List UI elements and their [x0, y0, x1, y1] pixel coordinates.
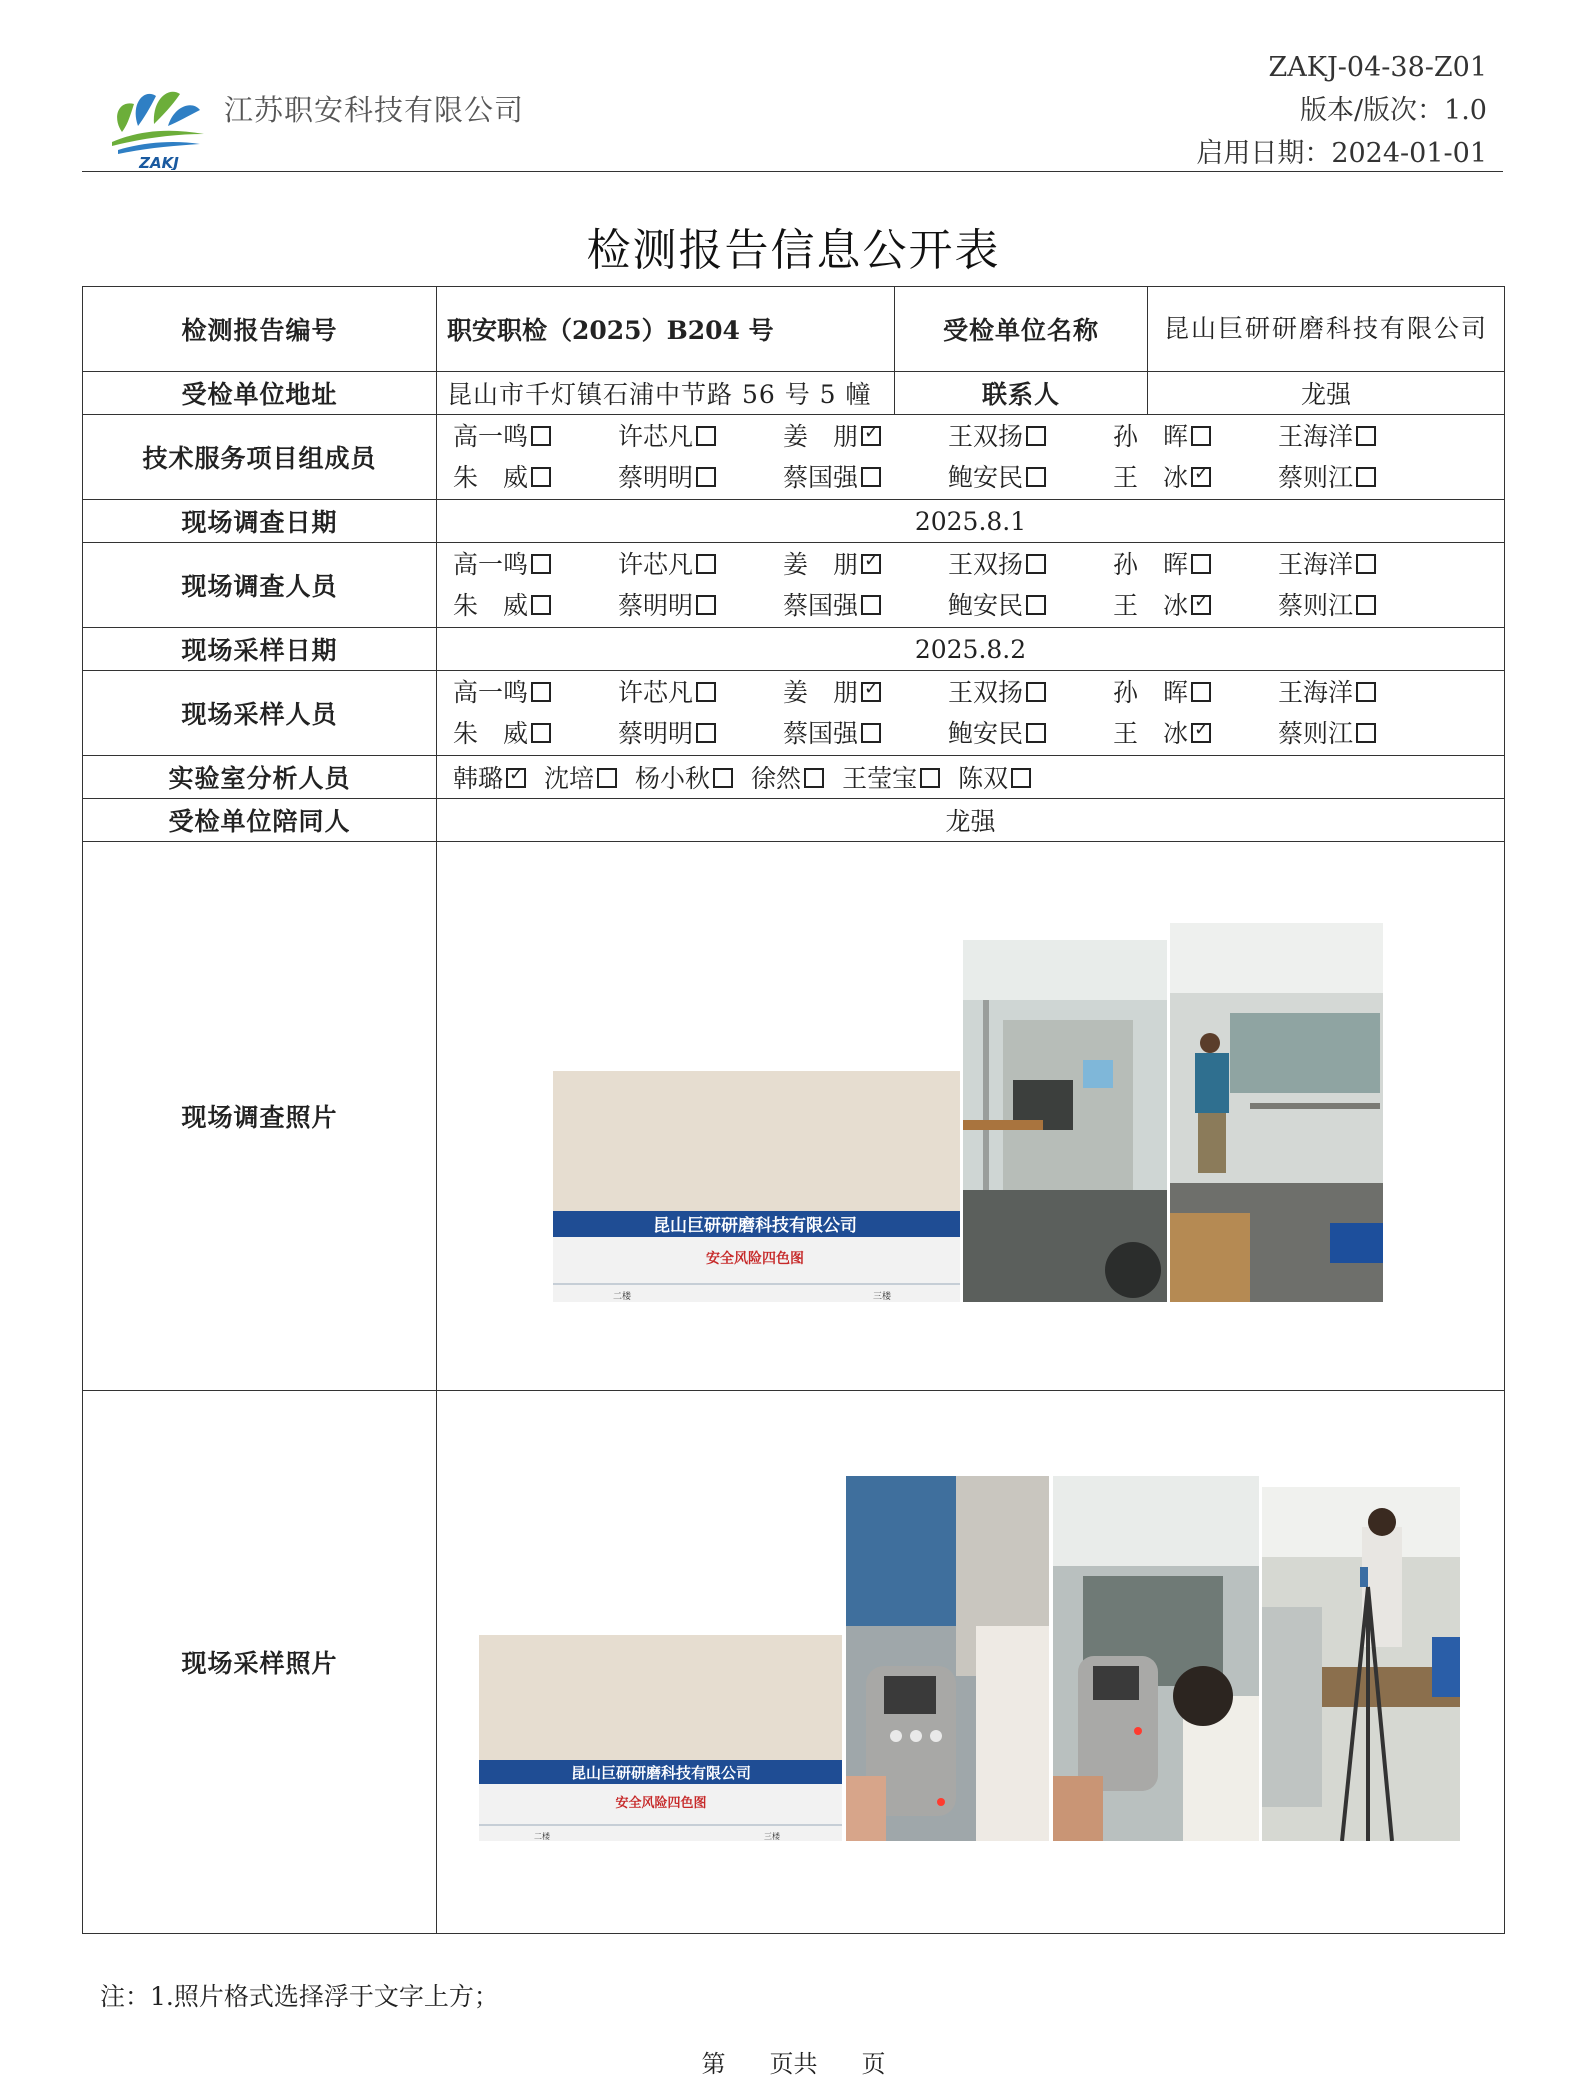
survey-staff-members [437, 543, 1505, 628]
header-divider [82, 171, 1503, 172]
doc-version: 版本/版次：1.0 [1299, 95, 1487, 126]
person-name: 高一鸣 [453, 550, 529, 579]
person-name: 许芯凡 [618, 678, 694, 707]
lab-person-item [842, 759, 940, 795]
person-item [1278, 544, 1443, 585]
team-label: 技术服务项目组成员 [83, 415, 437, 500]
person-name: 朱 威 [453, 591, 529, 620]
escort-label: 受检单位陪同人 [83, 799, 437, 842]
person-name: 孙 晖 [1113, 422, 1189, 451]
person-name: 鲍安民 [948, 591, 1024, 620]
person-name: 许芯凡 [618, 422, 694, 451]
lab-person-name: 徐然 [751, 764, 802, 793]
photo-survey-workers [1170, 923, 1383, 1302]
person-item [618, 457, 783, 498]
checkbox-empty-icon[interactable] [861, 595, 881, 615]
survey-date-label: 现场调查日期 [83, 500, 437, 543]
checkbox-checked-icon[interactable] [506, 768, 526, 788]
checkbox-empty-icon[interactable] [1191, 682, 1211, 702]
person-item [453, 585, 618, 626]
person-item [618, 544, 783, 585]
photo-sign-title: 安全风险四色图 [615, 1796, 707, 1811]
checkbox-empty-icon[interactable] [804, 768, 824, 788]
footer-page-middle: 页共 [769, 2050, 818, 2078]
checkbox-empty-icon[interactable] [1356, 554, 1376, 574]
checkbox-empty-icon[interactable] [861, 723, 881, 743]
person-item [948, 672, 1113, 713]
person-item [783, 544, 948, 585]
person-item [1113, 457, 1278, 498]
sample-staff-label: 现场采样人员 [83, 671, 437, 756]
team-members [437, 415, 1505, 500]
checkbox-empty-icon[interactable] [531, 682, 551, 702]
checkbox-empty-icon[interactable] [597, 768, 617, 788]
checkbox-empty-icon[interactable] [1356, 595, 1376, 615]
person-item [1113, 544, 1278, 585]
checkbox-empty-icon[interactable] [696, 595, 716, 615]
photo-sample-sign [479, 1635, 842, 1841]
sample-date-value: 2025.8.2 [437, 628, 1505, 671]
photo-survey-sign [553, 1071, 960, 1302]
people-row [447, 544, 1494, 585]
photo-sample-meter-1 [846, 1476, 1049, 1841]
person-name: 鲍安民 [948, 463, 1024, 492]
person-name: 蔡则江 [1278, 719, 1354, 748]
checkbox-empty-icon[interactable] [1011, 768, 1031, 788]
person-item [783, 457, 948, 498]
checkbox-empty-icon[interactable] [1026, 467, 1046, 487]
survey-date-value: 2025.8.1 [437, 500, 1505, 543]
person-item [618, 672, 783, 713]
person-name: 姜 朋 [783, 422, 859, 451]
address-value: 昆山市千灯镇石浦中节路 56 号 5 幢 [437, 372, 895, 415]
people-row [447, 457, 1494, 498]
checkbox-checked-icon[interactable] [1191, 467, 1211, 487]
person-name: 王 冰 [1113, 719, 1189, 748]
person-item [948, 585, 1113, 626]
photo-sign-company: 昆山巨研研磨科技有限公司 [570, 1764, 752, 1782]
person-name: 姜 朋 [783, 678, 859, 707]
photo-sign-floor-b: 三楼 [873, 1292, 892, 1302]
person-item [453, 416, 618, 457]
person-item [1113, 416, 1278, 457]
checkbox-empty-icon[interactable] [1026, 595, 1046, 615]
checkbox-checked-icon[interactable] [861, 426, 881, 446]
person-name: 鲍安民 [948, 719, 1024, 748]
person-name: 朱 威 [453, 463, 529, 492]
checkbox-empty-icon[interactable] [696, 682, 716, 702]
lab-person-name: 沈培 [544, 764, 595, 793]
person-name: 孙 晖 [1113, 678, 1189, 707]
photo-sign-floor-a: 二楼 [613, 1292, 632, 1302]
photo-sample-tripod [1262, 1487, 1460, 1841]
checkbox-checked-icon[interactable] [861, 682, 881, 702]
lab-person-name: 王莹宝 [842, 764, 918, 793]
checkbox-empty-icon[interactable] [696, 467, 716, 487]
report-no-label: 检测报告编号 [83, 287, 437, 372]
lab-staff-members [437, 756, 1505, 799]
person-name: 王 冰 [1113, 591, 1189, 620]
checkbox-empty-icon[interactable] [531, 554, 551, 574]
footnote: 注：1.照片格式选择浮于文字上方； [100, 1982, 499, 2011]
checkbox-empty-icon[interactable] [531, 467, 551, 487]
person-item [1278, 457, 1443, 498]
person-item [948, 416, 1113, 457]
person-name: 蔡则江 [1278, 463, 1354, 492]
checkbox-empty-icon[interactable] [1191, 554, 1211, 574]
lab-person-item [544, 759, 617, 795]
person-item [453, 544, 618, 585]
person-item [783, 416, 948, 457]
person-name: 王海洋 [1278, 550, 1354, 579]
checkbox-empty-icon[interactable] [1356, 467, 1376, 487]
checkbox-empty-icon[interactable] [531, 595, 551, 615]
checkbox-checked-icon[interactable] [1191, 723, 1211, 743]
checkbox-empty-icon[interactable] [531, 426, 551, 446]
person-item [1278, 713, 1443, 754]
checkbox-empty-icon[interactable] [920, 768, 940, 788]
people-row [447, 585, 1494, 626]
person-name: 蔡国强 [783, 719, 859, 748]
checkbox-empty-icon[interactable] [696, 554, 716, 574]
lab-person-name: 杨小秋 [635, 764, 711, 793]
escort-value: 龙强 [437, 799, 1505, 842]
lab-person-name: 陈双 [958, 764, 1009, 793]
person-item [783, 672, 948, 713]
person-name: 蔡明明 [618, 591, 694, 620]
person-item [948, 713, 1113, 754]
person-item [1278, 672, 1443, 713]
lab-staff-label: 实验室分析人员 [83, 756, 437, 799]
checkbox-empty-icon[interactable] [1191, 426, 1211, 446]
survey-photo-label: 现场调查照片 [83, 842, 437, 1391]
person-item [948, 544, 1113, 585]
checkbox-empty-icon[interactable] [1026, 682, 1046, 702]
lab-person-name: 韩璐 [453, 764, 504, 793]
sample-photo-label: 现场采样照片 [83, 1391, 437, 1934]
person-name: 蔡明明 [618, 719, 694, 748]
page-footer [0, 2044, 1587, 2079]
people-row [447, 713, 1494, 754]
person-name: 王双扬 [948, 550, 1024, 579]
person-item [948, 457, 1113, 498]
lab-person-item [635, 759, 733, 795]
checkbox-empty-icon[interactable] [713, 768, 733, 788]
person-item [1113, 585, 1278, 626]
person-item [783, 585, 948, 626]
person-name: 姜 朋 [783, 550, 859, 579]
photo-sign-floor-a: 二楼 [534, 1832, 550, 1841]
person-item [453, 713, 618, 754]
checkbox-checked-icon[interactable] [1191, 595, 1211, 615]
checkbox-empty-icon[interactable] [1026, 426, 1046, 446]
footer-page-prefix: 第 [701, 2050, 726, 2078]
doc-effective-date: 启用日期：2024-01-01 [1196, 138, 1487, 169]
photo-sign-title: 安全风险四色图 [706, 1251, 804, 1267]
person-name: 蔡国强 [783, 463, 859, 492]
person-name: 高一鸣 [453, 422, 529, 451]
report-no-value: 职安职检（2025）B204 号 [437, 287, 895, 372]
checkbox-empty-icon[interactable] [1026, 554, 1046, 574]
photo-sample-meter-2 [1053, 1476, 1259, 1841]
people-row [447, 672, 1494, 713]
person-item [453, 672, 618, 713]
logo-text: ZAKJ [139, 154, 179, 170]
person-item [618, 585, 783, 626]
person-item [1278, 416, 1443, 457]
person-name: 孙 晖 [1113, 550, 1189, 579]
checkbox-empty-icon[interactable] [1356, 426, 1376, 446]
person-name: 蔡明明 [618, 463, 694, 492]
person-item [618, 416, 783, 457]
person-name: 王海洋 [1278, 678, 1354, 707]
people-row [447, 416, 1494, 457]
lab-person-item [751, 759, 824, 795]
photo-sign-company: 昆山巨研研磨科技有限公司 [653, 1216, 857, 1236]
unit-name-value: 昆山巨研研磨科技有限公司 [1148, 287, 1505, 372]
person-name: 王双扬 [948, 422, 1024, 451]
checkbox-empty-icon[interactable] [1356, 723, 1376, 743]
person-name: 许芯凡 [618, 550, 694, 579]
photo-survey-machine [963, 940, 1167, 1302]
checkbox-empty-icon[interactable] [861, 467, 881, 487]
unit-name-label: 受检单位名称 [895, 287, 1148, 372]
lab-person-item [453, 759, 526, 795]
person-name: 王双扬 [948, 678, 1024, 707]
sample-date-label: 现场采样日期 [83, 628, 437, 671]
company-name: 江苏职安科技有限公司 [224, 93, 525, 127]
checkbox-empty-icon[interactable] [1026, 723, 1046, 743]
checkbox-empty-icon[interactable] [1356, 682, 1376, 702]
page-title: 检测报告信息公开表 [586, 225, 1001, 276]
person-item [1113, 672, 1278, 713]
doc-meta [1196, 46, 1487, 175]
checkbox-checked-icon[interactable] [861, 554, 881, 574]
lab-person-item [958, 759, 1031, 795]
person-item [1113, 713, 1278, 754]
contact-value: 龙强 [1148, 372, 1505, 415]
person-item [618, 713, 783, 754]
person-name: 朱 威 [453, 719, 529, 748]
person-item [453, 457, 618, 498]
survey-staff-label: 现场调查人员 [83, 543, 437, 628]
checkbox-empty-icon[interactable] [696, 723, 716, 743]
checkbox-empty-icon[interactable] [696, 426, 716, 446]
person-name: 高一鸣 [453, 678, 529, 707]
photo-sign-floor-b: 三楼 [764, 1832, 780, 1841]
doc-code: ZAKJ-04-38-Z01 [1268, 52, 1487, 83]
person-name: 王海洋 [1278, 422, 1354, 451]
address-label: 受检单位地址 [83, 372, 437, 415]
footer-page-suffix: 页 [861, 2050, 886, 2078]
checkbox-empty-icon[interactable] [531, 723, 551, 743]
person-name: 蔡则江 [1278, 591, 1354, 620]
person-name: 蔡国强 [783, 591, 859, 620]
sample-staff-members [437, 671, 1505, 756]
person-name: 王 冰 [1113, 463, 1189, 492]
person-item [783, 713, 948, 754]
person-item [1278, 585, 1443, 626]
contact-label: 联系人 [895, 372, 1148, 415]
company-logo [104, 60, 214, 170]
